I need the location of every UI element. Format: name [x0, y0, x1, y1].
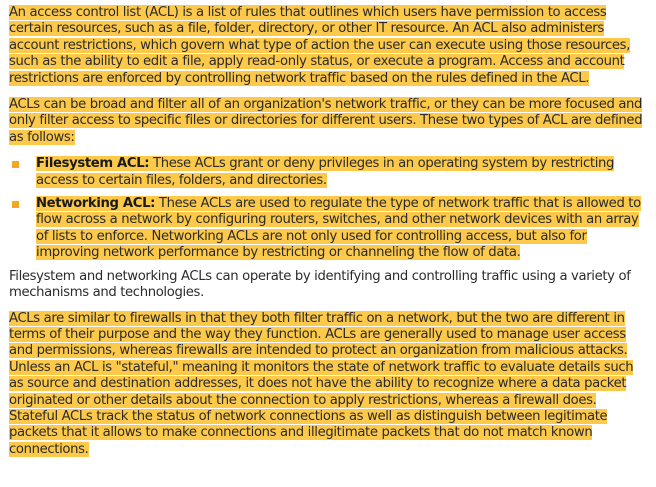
- paragraph-acl-definition: [9, 5, 646, 87]
- list-item-filesystem-acl: [9, 156, 646, 189]
- highlighted-text: [36, 156, 614, 187]
- list-item-term: Filesystem ACL:: [36, 156, 150, 172]
- list-item-text: These ACLs grant or deny privileges in an operating system by restricting access to certain files, folders, and directories.: [36, 156, 615, 188]
- square-bullet-icon: [12, 201, 19, 208]
- acl-types-list: [9, 156, 646, 261]
- square-bullet-icon: [12, 161, 19, 168]
- highlighted-text: An access control list (ACL) is a list of rules that outlines which users have permission to access certain resources, such as a file, folder, directory, or other IT resource. An ACL also administers account restrictions, which govern what type of action the user can execute using those resources, such as the ability to edit a file, apply read-only status, or execute a program. Access and account restrictions are enforced by controlling network traffic based on the rules defined in the ACL.: [9, 5, 631, 86]
- paragraph-acl-mechanisms: Filesystem and networking ACLs can operate by identifying and controlling traffic using a variety of mechanisms and technologies.: [9, 268, 631, 301]
- highlighted-text: ACLs are similar to firewalls in that they both filter traffic on a network, but the two are different in terms of their purpose and the way they function. ACLs are generally used to manage user access and permissions, whereas firewalls are intended to protect an organization from malicious attacks. Unless an ACL is "stateful," meaning it monitors the state of network traffic to evaluate details such as source and destination addresses, it does not have the ability to recognize where a data packet originated or other details about the connection to apply restrictions, whereas a firewall does. Stateful ACLs track the status of network connections as well as distinguish between legitimate packets that it allows to make connections and illegitimate packets that do not match known connections.: [9, 310, 634, 457]
- paragraph-acl-vs-firewall: [9, 311, 646, 459]
- highlighted-text: ACLs can be broad and filter all of an organization's network traffic, or they can be more focused and only filter access to specific files or directories for different users. These two types of ACL are defined as follows:: [9, 97, 643, 145]
- list-item-text: These ACLs are used to regulate the type of network traffic that is allowed to flow across a network by configuring routers, switches, and other network devices with an array of lists to enforce. Networking ACLs are not only used for controlling access, but also for improving network performance by restricting or channeling the flow of data.: [36, 196, 641, 261]
- list-item-networking-acl: [9, 196, 646, 262]
- paragraph-acl-types-intro: [9, 97, 646, 146]
- highlighted-text: [36, 196, 641, 260]
- list-item-term: Networking ACL:: [36, 196, 156, 212]
